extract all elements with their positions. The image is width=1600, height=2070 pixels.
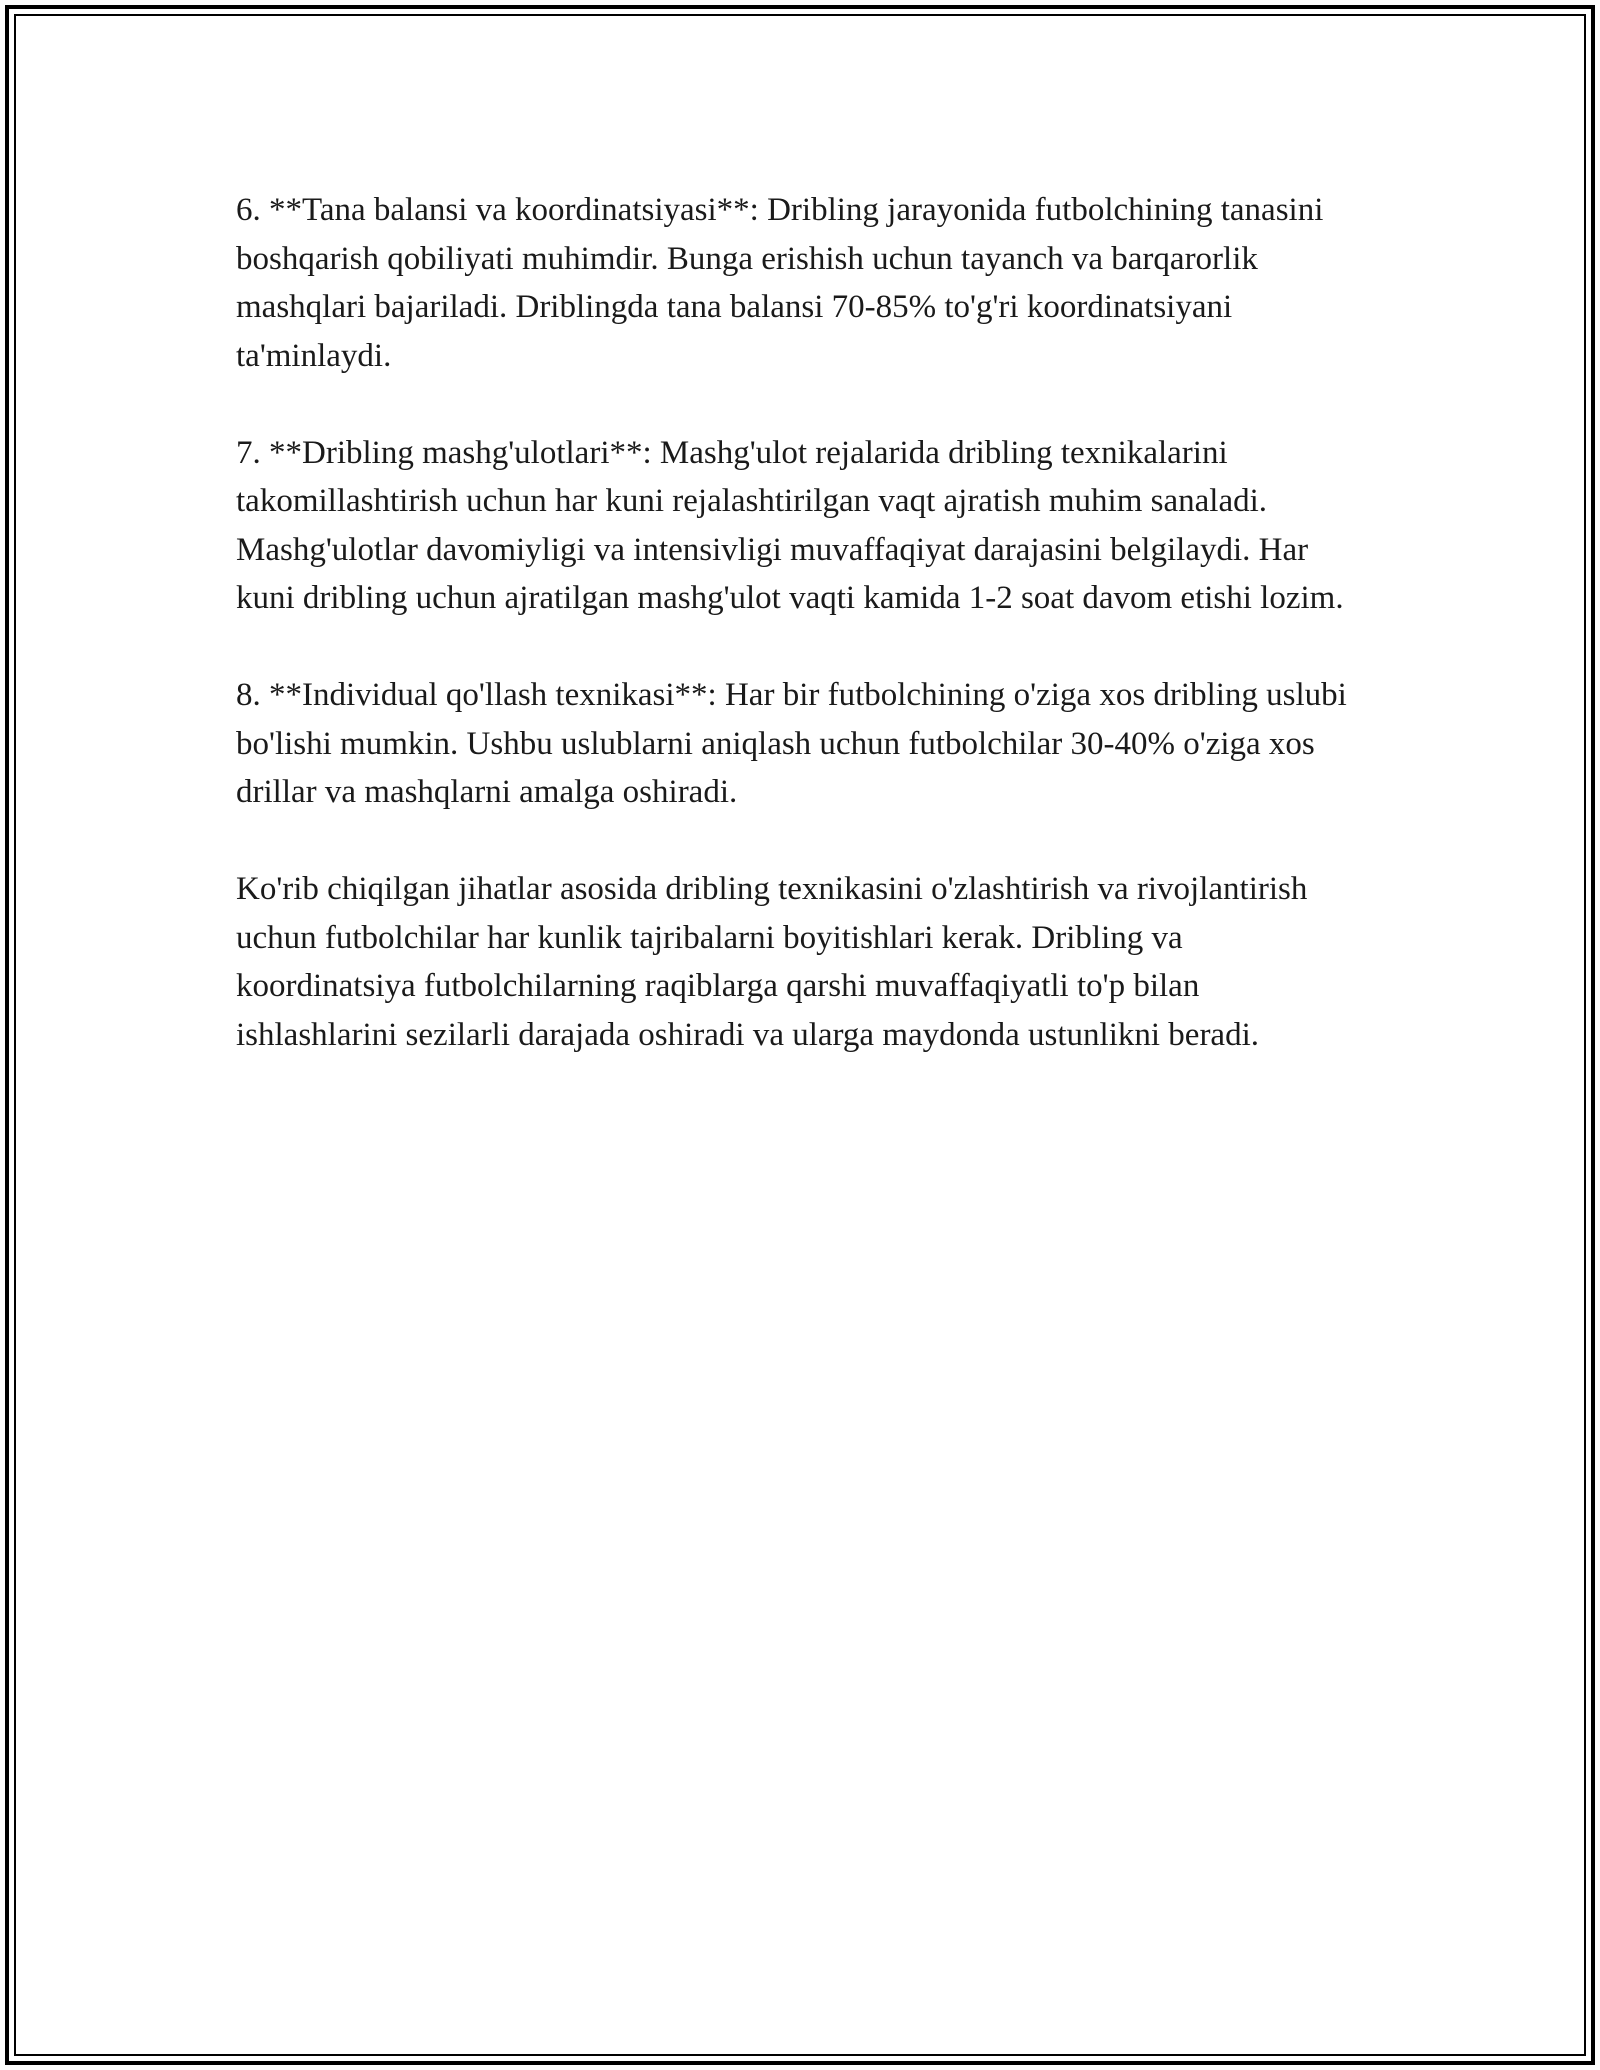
document-body [236, 186, 1356, 1108]
paragraph-tana-balansi: 6. **Tana balansi va koordinatsiyasi**: Dribling jarayonida futbolchining tanasini boshqarish qobiliyati muhimdir. Bunga erishish uchun tayanch va barqarorlik mashqlari bajariladi. Driblingda tana balansi 70-85% to'g'ri koordinatsiyani ta'minlaydi. [236, 192, 1324, 374]
paragraph-dribling-mashgulotlari: 7. **Dribling mashg'ulotlari**: Mashg'ulot rejalarida dribling texnikalarini takomillashtirish uchun har kuni rejalashtirilgan vaqt ajratish muhim sanaladi. Mashg'ulotlar davomiyligi va intensivligi muvaffaqiyat darajasini belgilaydi. Har kuni dribling uchun ajratilgan mashg'ulot vaqti kamida 1-2 soat davom etishi lozim. [236, 434, 1344, 616]
paragraph-conclusion: Ko'rib chiqilgan jihatlar asosida dribling texnikasini o'zlashtirish va rivojlantirish uchun futbolchilar har kunlik tajribalarni boyitishlari kerak. Dribling va koordinatsiya futbolchilarning raqiblarga qarshi muvaffaqiyatli to'p bilan ishlashlarini sezilarli darajada oshiradi va ularga maydonda ustunlikni beradi. [236, 871, 1308, 1053]
paragraph-individual-qollash: 8. **Individual qo'llash texnikasi**: Har bir futbolchining o'ziga xos dribling uslubi bo'lishi mumkin. Ushbu uslublarni aniqlash uchun futbolchilar 30-40% o'ziga xos drillar va mashqlarni amalga oshiradi. [236, 677, 1347, 810]
